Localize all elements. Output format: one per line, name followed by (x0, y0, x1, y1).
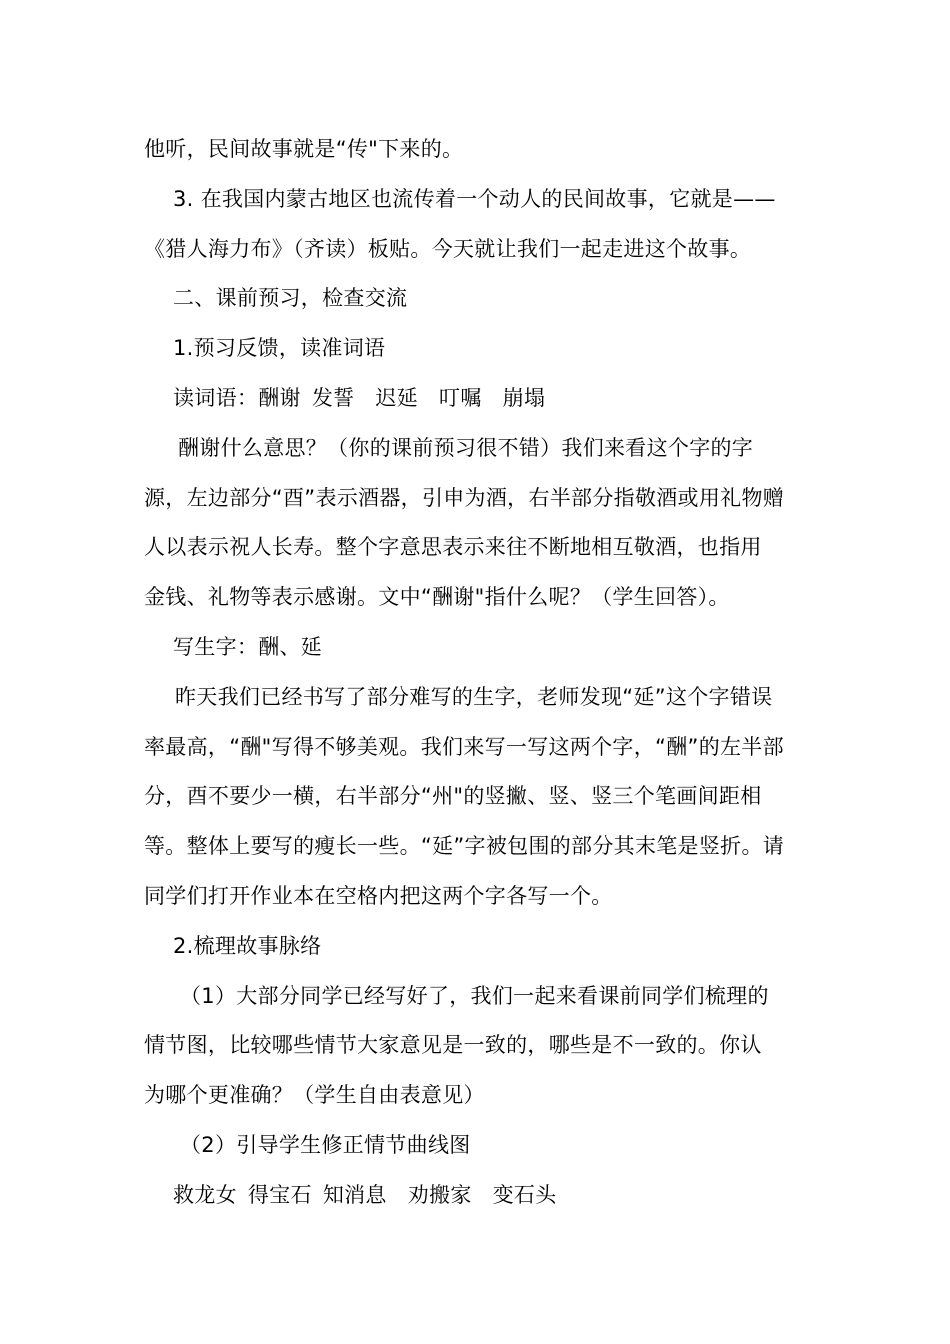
vocabulary-word: 迟延 (375, 385, 419, 410)
paragraph-line: 情节图，比较哪些情节大家意见是一致的，哪些是不一致的。你认 (144, 1033, 762, 1058)
paragraph-line: 人以表示祝人长寿。整个字意思表示来往不断地相互敬酒，也指用 (144, 535, 762, 560)
paragraph-line: 昨天我们已经书写了部分难写的生字，老师发现“延”这个字错误 (175, 684, 773, 709)
vocabulary-word: 发誓 (311, 385, 355, 410)
paragraph-line: 金钱、礼物等表示感谢。文中“酬谢"指什么呢？（学生回答）。 (144, 585, 730, 610)
subsection-heading: 1.预习反馈，读准词语 (173, 336, 386, 361)
plot-step: 救龙女 (173, 1182, 237, 1207)
paragraph-line: 3. 在我国内蒙古地区也流传着一个动人的民间故事，它就是—— (173, 186, 776, 211)
paragraph-line: （1）大部分同学已经写好了，我们一起来看课前同学们梳理的 (180, 983, 769, 1008)
plot-step: 变石头 (492, 1182, 557, 1207)
paragraph-line: 他听，民间故事就是“传"下来的。 (144, 137, 464, 161)
paragraph-line: （2）引导学生修正情节曲线图 (180, 1132, 471, 1157)
vocabulary-label: 读词语：酬谢 (173, 385, 301, 410)
plot-sequence-line (144, 1171, 809, 1221)
paragraph-line: 酬谢什么意思？（你的课前预习很不错）我们来看这个字的字 (178, 435, 754, 460)
paragraph-line: 同学们打开作业本在空格内把这两个字各写一个。 (144, 883, 613, 908)
paragraph-line: 分，酉不要少一横，右半部分“州"的竖撇、竖、竖三个笔画间距相 (144, 784, 762, 809)
section-heading: 二、课前预习，检查交流 (173, 286, 408, 311)
paragraph-line: 为哪个更准确？（学生自由表意见） (144, 1083, 485, 1108)
paragraph-line: 率最高，“酬"写得不够美观。我们来写一写这两个字，“酬”的左半部 (144, 734, 784, 759)
vocabulary-word: 崩塌 (502, 385, 546, 410)
vocabulary-word: 叮嘱 (439, 385, 482, 410)
paragraph-line: 写生字：酬、延 (173, 634, 323, 659)
plot-step: 知消息 (322, 1182, 387, 1207)
paragraph-line: 《猎人海力布》（齐读）板贴。今天就让我们一起走进这个故事。 (144, 236, 752, 261)
plot-step: 得宝石 (247, 1182, 312, 1207)
plot-step: 劝搬家 (407, 1182, 472, 1207)
paragraph-line: 源，左边部分“酉”表示酒器，引申为酒，右半部分指敬酒或用礼物赠 (144, 485, 785, 510)
subsection-heading: 2.梳理故事脉络 (173, 933, 322, 958)
paragraph-line: 等。整体上要写的瘦长一些。“延”字被包围的部分其末笔是竖折。请 (144, 834, 785, 859)
document-body (144, 125, 809, 1221)
vocabulary-line (144, 374, 809, 424)
